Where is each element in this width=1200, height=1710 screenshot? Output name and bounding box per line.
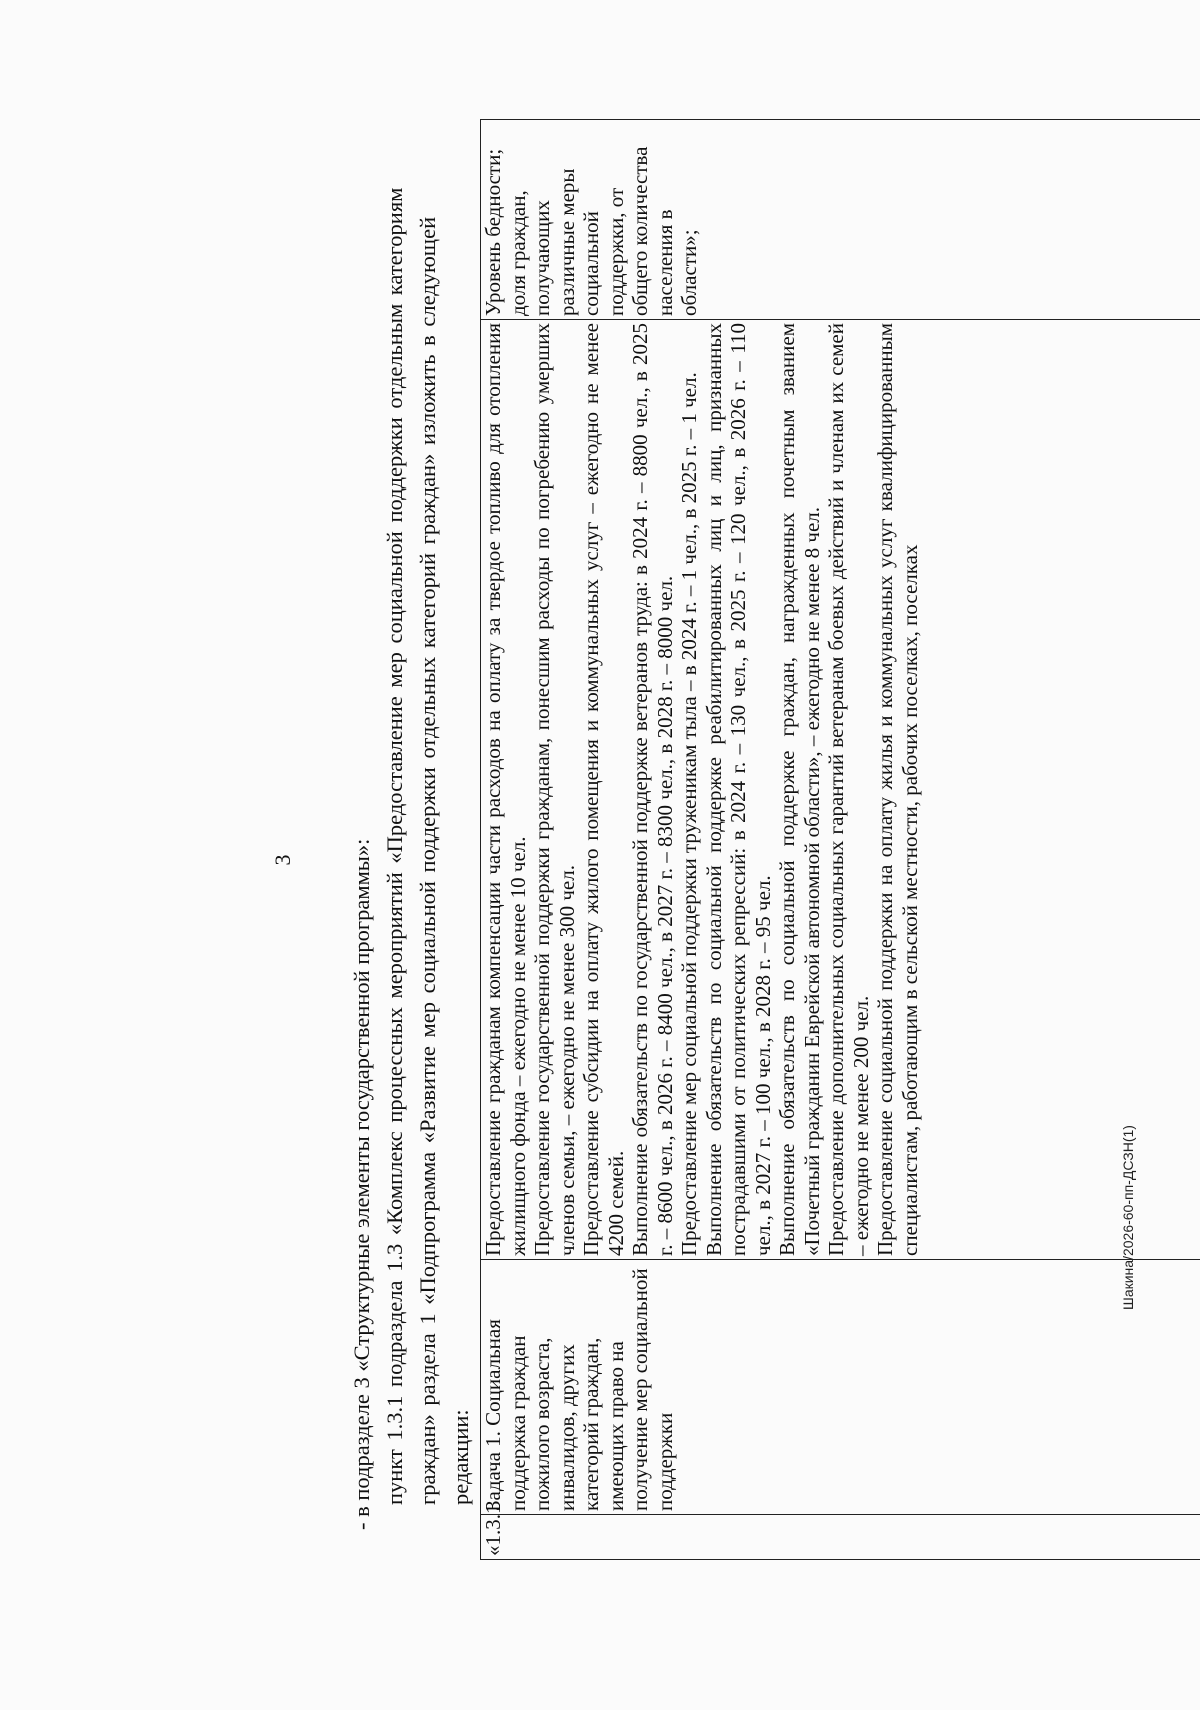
rotated-content <box>170 120 1200 1600</box>
measure-item: Выполнение обязательств по государственной поддержке ветеранов труда: в 2024 г. – 8800 чел., в 2025 г. – 8600 чел., в 2026 г. – 8400 чел., в 2027 г. – 8300 чел., в 2028 г. – 8000 чел. <box>628 323 677 1256</box>
measure-item: Предоставление мер социальной поддержки труженикам тыла – в 2024 г. – 1 чел., в 2025 г. – 1 чел. <box>677 372 701 1256</box>
structural-elements-table <box>480 119 1200 1560</box>
measure-item: Предоставление социальной поддержки на оплату жилья и коммунальных услуг квалифицированным специалистам, работающим в сельской местности, рабочих поселках, поселках <box>873 323 922 1256</box>
measure-item: Предоставление гражданам компенсации части расходов на оплату за твердое топливо для отопления жилищного фонда – ежегодно не менее 10 чел. <box>481 323 530 1256</box>
page-number: 3 <box>270 854 295 866</box>
intro-line-1: - в подразделе 3 «Структурные элементы государственной программы»: <box>349 838 374 1530</box>
measure-item: Предоставление государственной поддержки гражданам, понесшим расходы по погребению умерших членов семьи, – ежегодно не менее 300 чел. <box>530 323 579 1256</box>
table-row <box>481 120 1200 1560</box>
indicators-cell: Уровень бедности; доля граждан, получающих различные меры социальной поддержки, от общего количества населения в области»; <box>481 120 1200 320</box>
measures-cell <box>481 320 1200 1260</box>
intro-text <box>345 120 477 1560</box>
measure-item: Выполнение обязательств по социальной поддержке граждан, награжденных почетным званием «Почетный гражданин Еврейской автономной области», – ежегодно не менее 8 чел. <box>775 323 824 1256</box>
document-code-text: Шакина/2026-60-пп-ДСЗН(1) <box>1120 1125 1136 1310</box>
item-number-cell: «1.3.1 <box>481 1515 1200 1560</box>
task-cell: Задача 1. Социальная поддержка граждан пожилого возраста, инвалидов, других категорий граждан, имеющих право на получение мер социальной поддержки <box>481 1260 1200 1515</box>
measure-item: Предоставление дополнительных социальных гарантий ветеранам боевых действий и членам их семей – ежегодно не менее 200 чел. <box>824 323 873 1256</box>
document-code <box>1120 910 1140 1310</box>
measure-item: Выполнение обязательств по социальной поддержке реабилитированных лиц и лиц, признанных пострадавшими от политических репрессий: в 2024 г. – 130 чел., в 2025 г. – 120 чел., в 2026 г. – 110 чел., в 2027 г. – 100 чел., в 2028 г. – 95 чел. <box>701 323 775 1256</box>
intro-line-2: пункт 1.3.1 подраздела 1.3 «Комплекс процессных мероприятий «Предоставление мер социальной поддержки отдельным категориям граждан» раздела 1 «Подпрограмма «Развитие мер социальной поддержки отдельных категорий граждан» изложить в следующей редакции: <box>382 187 473 1505</box>
measure-item: Предоставление субсидии на оплату жилого помещения и коммунальных услуг – ежегодно не менее 4200 семей. <box>579 323 628 1256</box>
